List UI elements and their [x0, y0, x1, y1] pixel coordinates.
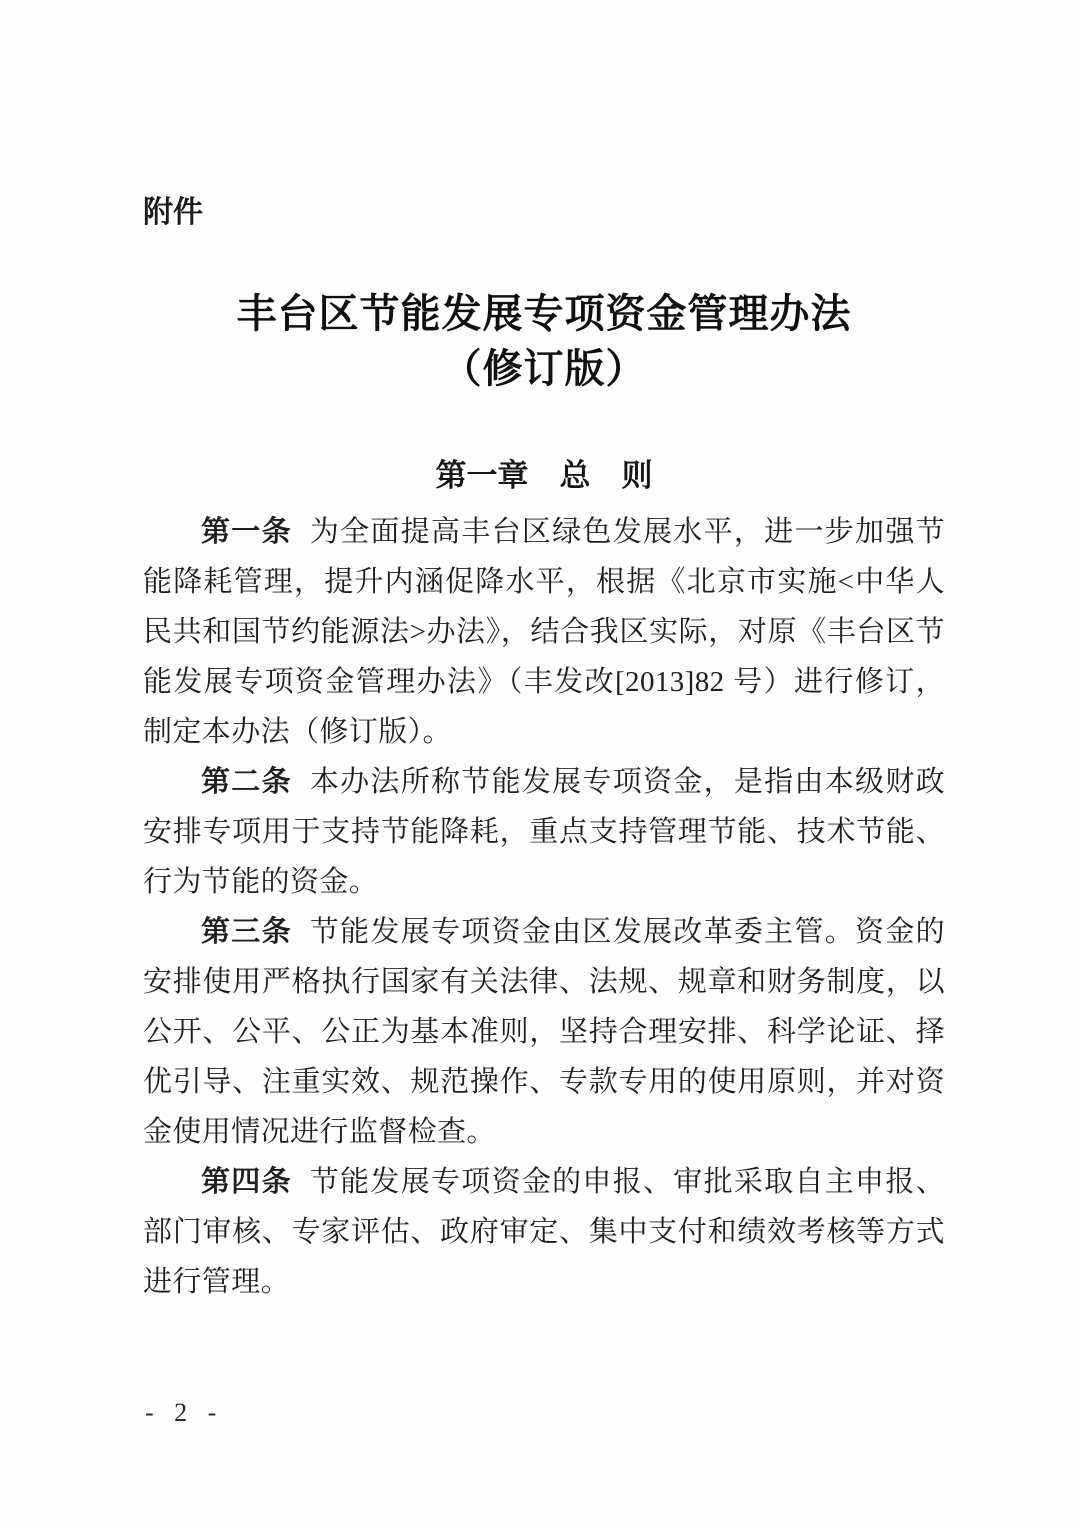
- article-paragraph-1: [143, 507, 945, 757]
- attachment-label: 附件: [143, 196, 203, 229]
- page-number: - 2 -: [145, 1398, 224, 1427]
- article-4-text: 节能发展专项资金的申报、审批采取自主申报、部门审核、专家评估、政府审定、集中支付和绩效考核等方式进行管理。: [143, 1166, 946, 1298]
- article-paragraph-2: [143, 757, 945, 907]
- document-title-line-1: 丰台区节能发展专项资金管理办法: [236, 291, 852, 336]
- article-1-label: 第一条: [201, 516, 292, 548]
- article-2-label: 第二条: [201, 766, 292, 798]
- article-1-text: 为全面提高丰台区绿色发展水平，进一步加强节能降耗管理，提升内涵促降水平，根据《北京市实施<中华人民共和国节约能源法>办法》，结合我区实际，对原《丰台区节能发展专项资金管理办法》（丰发改[2013]82 号）进行修订，制定本办法（修订版）。: [143, 516, 946, 748]
- article-paragraph-4: [143, 1157, 945, 1307]
- chapter-heading: 第一章 总 则: [435, 458, 653, 493]
- article-4-label: 第四条: [201, 1166, 292, 1198]
- document-title: [143, 286, 945, 396]
- article-2-text: 本办法所称节能发展专项资金，是指由本级财政安排专项用于支持节能降耗，重点支持管理节能、技术节能、行为节能的资金。: [143, 766, 946, 898]
- document-title-line-2: （修订版）: [441, 346, 647, 391]
- article-3-text: 节能发展专项资金由区发展改革委主管。资金的安排使用严格执行国家有关法律、法规、规章和财务制度，以公开、公平、公正为基本准则，坚持合理安排、科学论证、择优引导、注重实效、规范操作、专款专用的使用原则，并对资金使用情况进行监督检查。: [143, 916, 946, 1148]
- document-body: [143, 507, 945, 1307]
- article-3-label: 第三条: [201, 916, 292, 948]
- article-paragraph-3: [143, 907, 945, 1157]
